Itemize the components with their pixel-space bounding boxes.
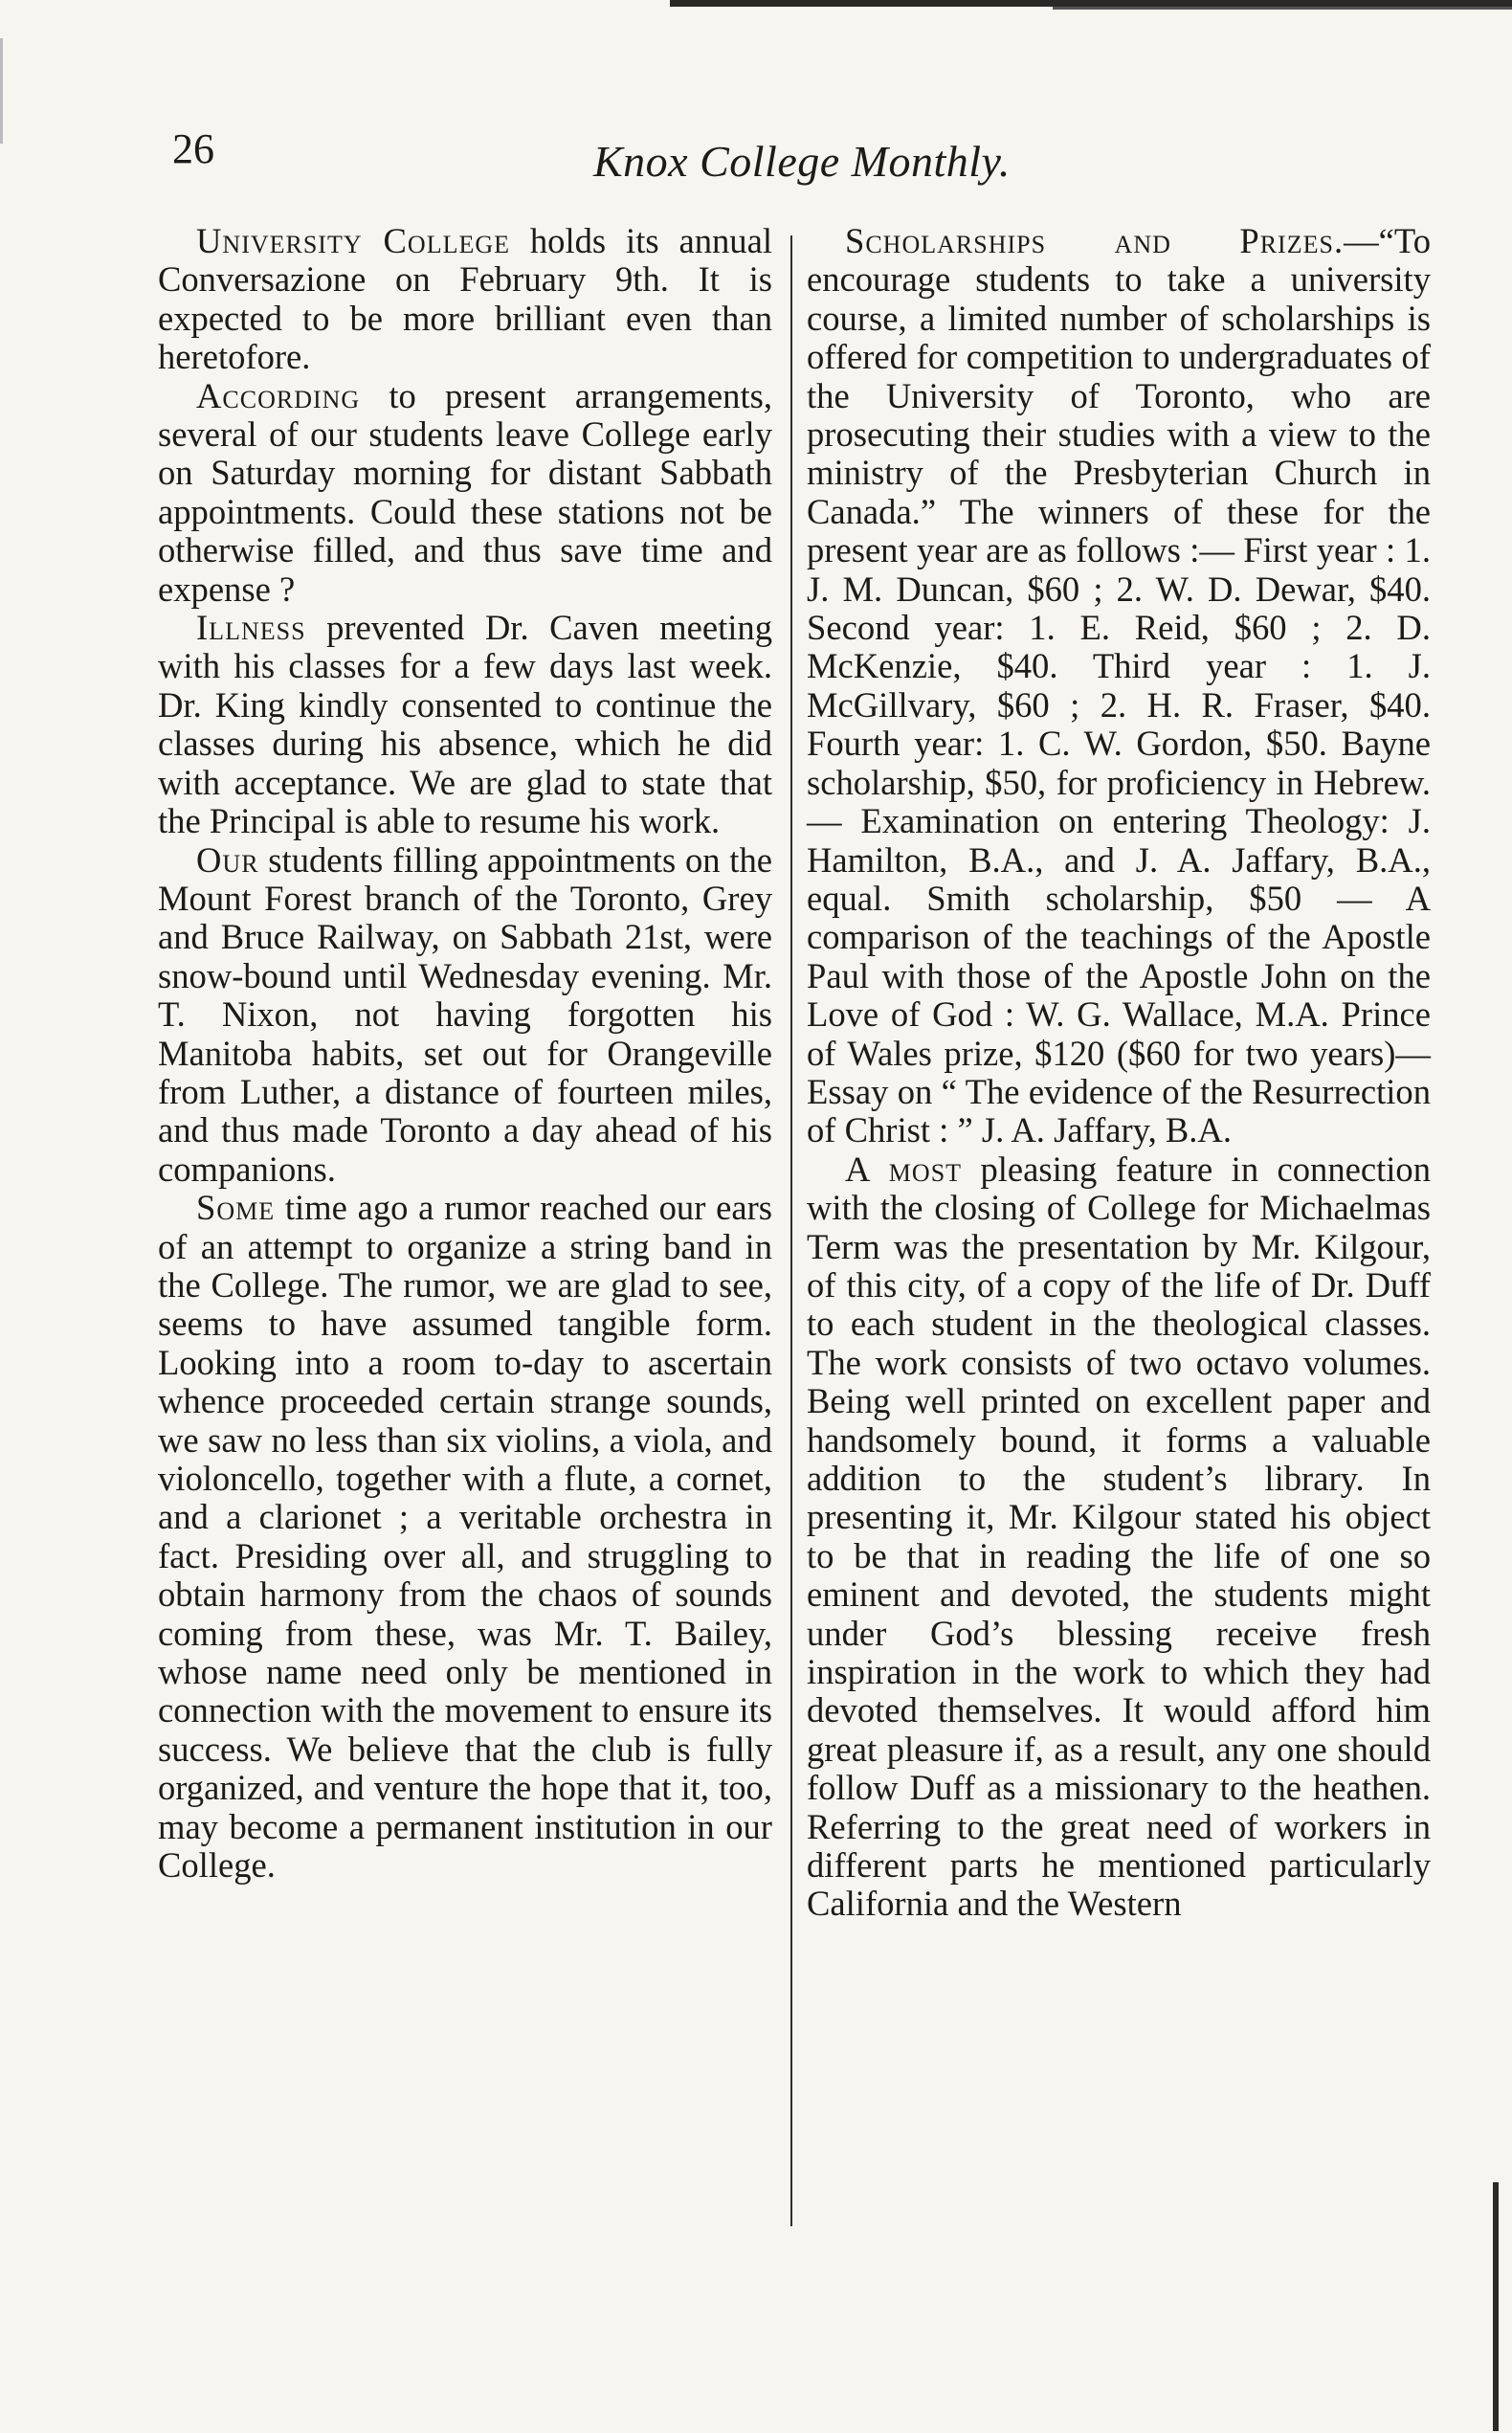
paragraph-text: to present arrangements, several of our students leave College early on Saturday morning for distant Sabbath appointments. Could these stations not be otherwise filled, and thus save time and expense ? (158, 375, 772, 609)
paragraph-text: pleasing feature in connection with the closing of College for Michaelmas Term was the presentation by Mr. Kilgour, of this city, of a copy of the life of Dr. Duff to each student in the theological classes. The work consists of two octavo volumes. Being well printed on excellent paper and handsomely bound, it forms a valuable addition to the student’s library. In presenting it, Mr. Kilgour stated his object to be that in reading the life of one so eminent and devoted, the students might under God’s blessing receive fresh inspiration in the work to which they had devoted themselves. It would afford him great pleasure if, as a result, any one should follow Duff as a missionary to the heathen. Referring to the great need of workers in different parts he mentioned particularly California and the Western (807, 1149, 1432, 1924)
paragraph-lead: University College (196, 221, 510, 260)
paragraph-scholarships (807, 222, 1431, 1150)
top-edge-rule-shadow (1053, 7, 1512, 10)
left-edge-mark (0, 38, 3, 144)
paragraph-lead: A most (845, 1149, 963, 1189)
right-edge-mark (1493, 2182, 1499, 2431)
paragraph-text: holds its annual Conversazione on February 9th. It is expected to be more brilliant even than heretofore. (158, 221, 772, 377)
paragraph-university-college (158, 222, 772, 377)
paragraph-lead: According (196, 375, 361, 415)
paragraph-string-band (158, 1189, 772, 1885)
paragraph-according (158, 377, 772, 609)
paragraph-text: time ago a rumor reached our ears of an attempt to organize a string band in the College. The rumor, we are glad to see, seems to have assumed tangible form. Looking into a room to-day to ascertain whence proceeded certain strange sounds, we saw no less than six violins, a viola, and violoncello, together with a flute, a cornet, and a clarionet ; a veritable orchestra in fact. Presiding over all, and struggling to obtain harmony from the chaos of sounds coming from these, was Mr. T. Bailey, whose name need only be mentioned in connection with the movement to ensure its success. We believe that the club is fully organized, and venture the hope that it, too, may become a permanent institution in our College. (158, 1188, 772, 1886)
paragraph-lead: Some (196, 1188, 276, 1228)
paragraph-our-students (158, 841, 772, 1190)
paragraph-text: —“To encourage students to take a university course, a limited number of scholarships is offered for competition to undergraduates of the University of Toronto, who are prosecuting their studies with a view to the ministry of the Presbyterian Church in Canada.” The winners of these for the present year are as follows :— First year : 1. J. M. Duncan, $60 ; 2. W. D. Dewar, $40. Second year: 1. E. Reid, $60 ; 2. D. McKenzie, $40. Third year : 1. J. McGillvary, $60 ; 2. H. R. Fraser, $40. Fourth year: 1. C. W. Gordon, $50. Bayne scholarship, $50, for proficiency in Hebrew.— Examination on entering Theology: J. Hamilton, B.A., and J. A. Jaffary, B.A., equal. Smith scholarship, $50 — A comparison of the teachings of the Apostle Paul with those of the Apostle John on the Love of God : W. G. Wallace, M.A. Prince of Wales prize, $120 ($60 for two years)—Essay on “ The evidence of the Resurrection of Christ : ” J. A. Jaffary, B.A. (807, 221, 1431, 1150)
paragraph-text: students filling appointments on the Mount Forest branch of the Toronto, Grey and Bruce Railway, on Sabbath 21st, were snow-bound until Wednesday evening. Mr. T. Nixon, not having forgotten his Manitoba habits, set out for Orangeville from Luther, a distance of fourteen miles, and thus made Toronto a day ahead of his companions. (158, 839, 772, 1189)
right-column (807, 222, 1431, 1924)
left-column (158, 222, 772, 1885)
column-divider (790, 235, 792, 2226)
paragraph-text: prevented Dr. Caven meeting with his classes for a few days last week. Dr. King kindly consented to continue the classes during his absence, which he did with acceptance. We are glad to state that the Principal is able to resume his work. (158, 608, 772, 841)
paragraph-kilgour-presentation (807, 1150, 1431, 1924)
running-title: Knox College Monthly. (593, 137, 1011, 186)
paragraph-lead: Illness (196, 608, 306, 648)
page-number: 26 (172, 125, 214, 172)
paragraph-lead: Scholarships and Prizes. (845, 221, 1345, 260)
paragraph-illness (158, 609, 772, 840)
paragraph-lead: Our (196, 839, 259, 880)
top-edge-rule (670, 0, 1512, 7)
